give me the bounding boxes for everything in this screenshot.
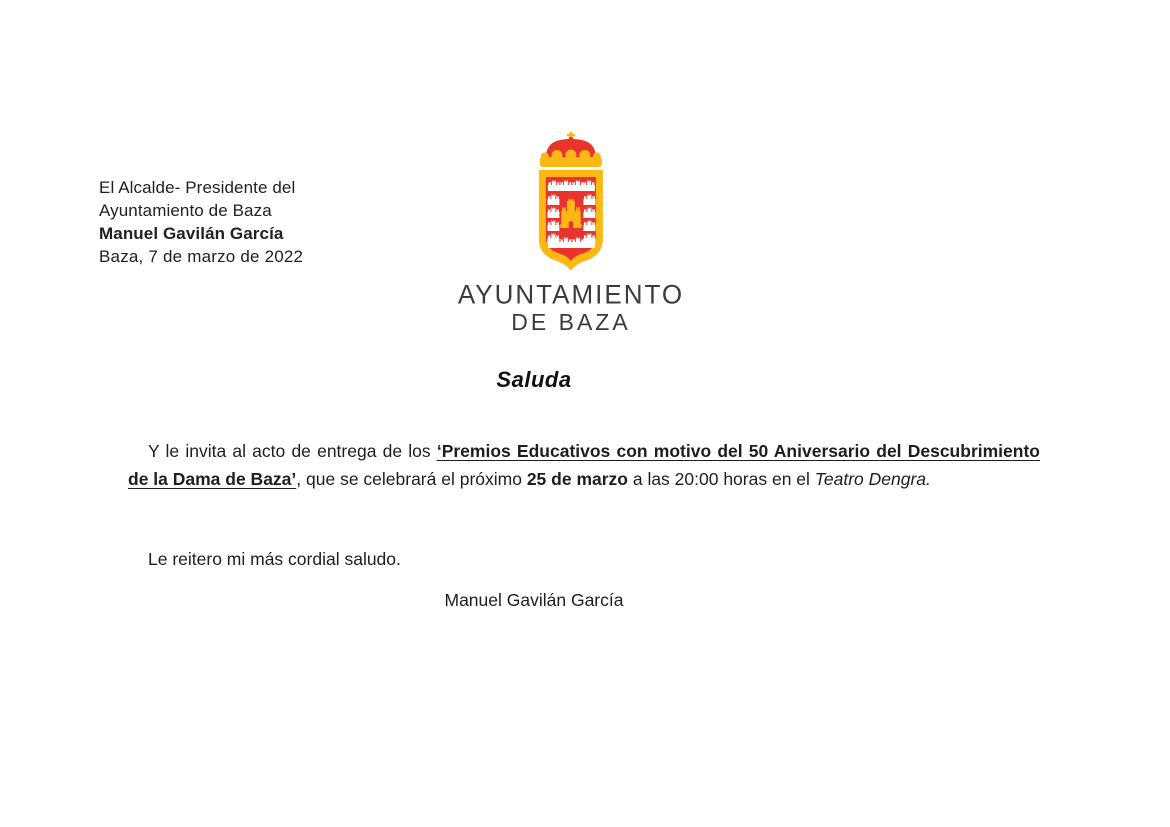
saluda-heading: Saluda bbox=[496, 367, 572, 392]
body-after-highlight: , que se celebrará el próximo bbox=[296, 469, 527, 489]
dateline: Baza, 7 de marzo de 2022 bbox=[99, 247, 304, 266]
logo-wordmark bbox=[457, 278, 685, 335]
farewell-line: Le reitero mi más cordial saludo. bbox=[148, 549, 401, 569]
logo-wordmark-line1: AYUNTAMIENTO bbox=[457, 278, 685, 310]
sender-name: Manuel Gavilán García bbox=[99, 224, 284, 243]
sender-block bbox=[99, 176, 303, 268]
body-after-date: a las 20:00 horas en el bbox=[627, 469, 815, 489]
ayuntamiento-logo bbox=[458, 132, 684, 334]
body-intro: Y le invita al acto de entrega de los bbox=[148, 441, 437, 461]
baza-coat-of-arms-icon bbox=[537, 132, 605, 272]
sender-title-line2: Ayuntamiento de Baza bbox=[99, 201, 272, 220]
invitation-paragraph bbox=[128, 437, 1040, 493]
logo-wordmark-line2: DE BAZA bbox=[511, 309, 631, 335]
body-highlight: ‘Premios Educativos con motivo del 50 Aniversario del Descubrimiento de la Dama de Baza’ bbox=[128, 441, 1040, 489]
venue-name: Teatro Dengra. bbox=[814, 469, 931, 489]
sender-title-line1: El Alcalde- Presidente del bbox=[99, 178, 296, 197]
event-date: 25 de marzo bbox=[526, 469, 628, 489]
shield-icon bbox=[539, 170, 603, 271]
crown-icon bbox=[540, 132, 602, 167]
signature-name: Manuel Gavilán García bbox=[444, 590, 624, 610]
